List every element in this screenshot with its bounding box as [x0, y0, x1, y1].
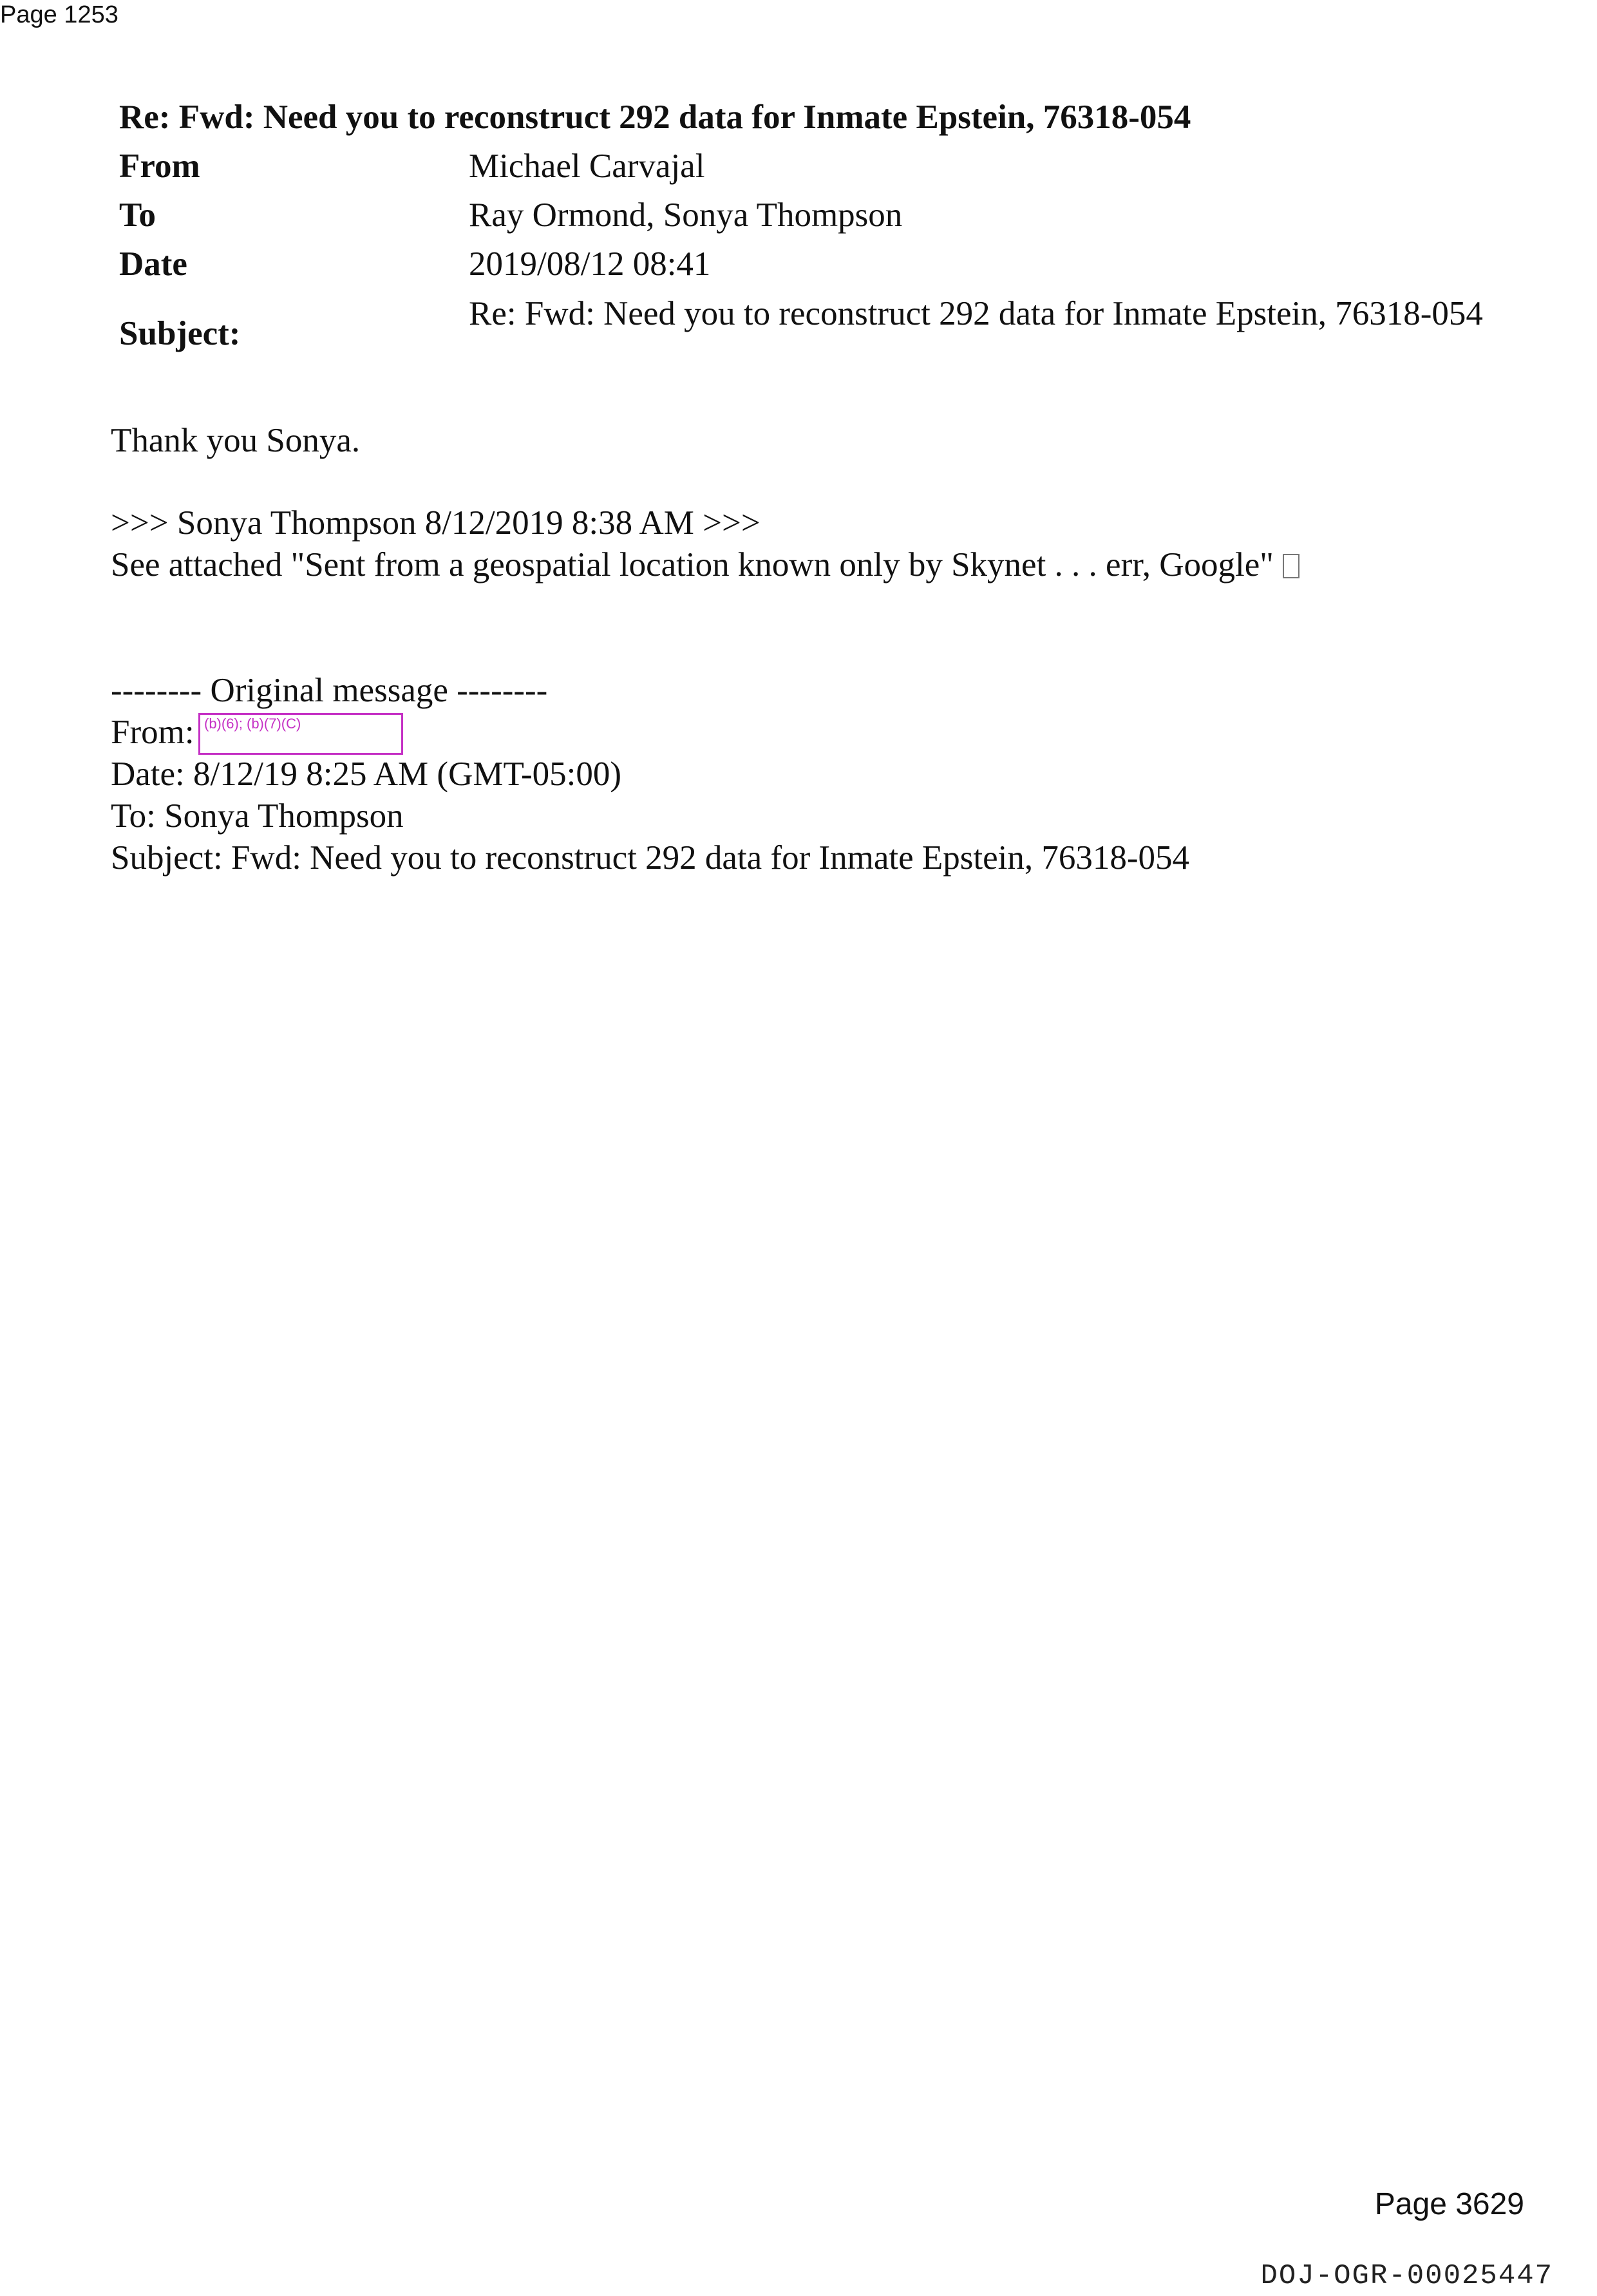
date-value: 2019/08/12 08:41	[469, 245, 711, 283]
from-label: From	[119, 147, 200, 185]
subject-label: Subject:	[119, 315, 241, 352]
original-message-separator: -------- Original message --------	[111, 672, 548, 709]
original-subject: Subject: Fwd: Need you to reconstruct 292 data for Inmate Epstein, 76318-054	[111, 839, 1190, 877]
quote-line	[111, 544, 1299, 585]
page-label: Page 1253	[0, 1, 118, 28]
original-from-label: From:	[111, 714, 194, 751]
to-label: To	[119, 196, 156, 234]
quote-text: See attached "Sent from a geospatial location known only by Skynet . . . err, Google"	[111, 546, 1274, 583]
redaction-code: (b)(6); (b)(7)(C)	[204, 716, 301, 732]
original-to: To: Sonya Thompson	[111, 797, 404, 835]
reply-text: Thank you Sonya.	[111, 422, 361, 459]
date-label: Date	[119, 245, 187, 283]
quote-header: >>> Sonya Thompson 8/12/2019 8:38 AM >>>	[111, 504, 761, 542]
from-value: Michael Carvajal	[469, 147, 705, 185]
bates-number: DOJ-OGR-00025447	[1260, 2260, 1553, 2292]
redaction-box	[198, 713, 403, 755]
page-number: Page 3629	[1374, 2187, 1524, 2221]
missing-character-icon	[1283, 554, 1299, 578]
to-value: Ray Ormond, Sonya Thompson	[469, 196, 903, 234]
subject-value: Re: Fwd: Need you to reconstruct 292 data for Inmate Epstein, 76318-054	[469, 295, 1483, 332]
original-date: Date: 8/12/19 8:25 AM (GMT-05:00)	[111, 755, 622, 793]
email-title: Re: Fwd: Need you to reconstruct 292 data for Inmate Epstein, 76318-054	[119, 99, 1191, 136]
